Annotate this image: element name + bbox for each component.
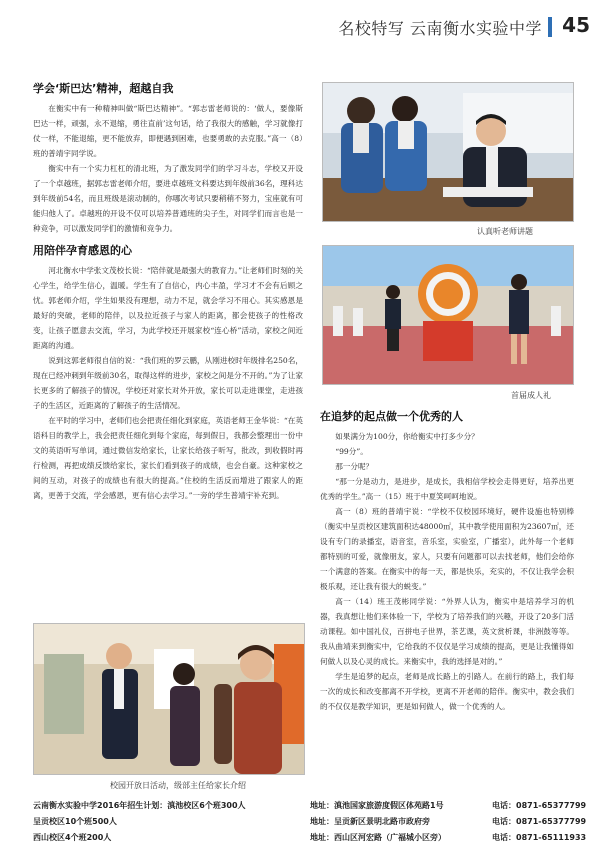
section2-paragraph: 河北衡水中学张文茂校长说：“陪伴就是最强大的教育力。”让老师们时刻的关心学生，给学生信心，温暖。学生有了自信心，内心丰盈，学习才不会有后顾之忧。郭老师介绍，学生如果没有理想，动力不足，就会学习不用心。其实感恩是最好的突破，老师的陪伴，以及拉近孩子与家人的距离，都会使孩子的性格改变，让孩子愿意去交流，学习，为此学校还开展家校“连心桥”活动，家校之间近距离的沟通。 <box>33 266 303 350</box>
section3-paragraph: 学生是追梦的起点，老师是成长路上的引路人。在前行的路上，我们每一次的成长和改变都离不开学校，更离不开老师的陪伴。衡实中，教会我们的不仅仅是教学知识，更是如何做人，做一个优秀的人。 <box>320 672 574 711</box>
footer-plan-label: 云南衡水实验中学2016年招生计划： <box>33 801 168 810</box>
right-column <box>320 410 574 714</box>
footer-address2: 地址：呈贡新区景明北路市政府旁 <box>310 817 430 826</box>
page-number: 45 <box>562 13 590 37</box>
left-column <box>33 82 303 503</box>
photo-open-day <box>33 623 305 775</box>
section3-paragraph: 高一（8）班的普靖宇说：“学校不仅校园环境好，硬件设施也特别棒（衡实中呈贡校区建筑面积达48000㎡，其中教学使用面积为23607㎡，还设有专门的录播室，语音室，音乐室，实验室，广播室），此外每一个老师都特别的可爱，就像朋友，家人，只要有问题都可以去找老师，他们会给你一个满意的答案。在衡实中的每一天，都是快乐，充实的，不仅让我学会积极乐观，还让我有很大的蜕变。” <box>320 507 574 591</box>
footer-campus2: 呈贡校区10个班500人 <box>33 817 117 826</box>
section3-paragraph: 如果满分为100分，你给衡实中打多少分？ <box>335 432 479 441</box>
section3-paragraph: 那一分呢？ <box>335 462 374 471</box>
photo-ceremony-caption: 首届成人礼 <box>511 391 551 400</box>
section3-paragraph: “99分”。 <box>335 447 368 456</box>
section2-paragraph: 在平时的学习中，老师们也会把责任细化到家庭，英语老师王金华说：“在英语科目的教学上，我会把责任细化到每个家庭，每到假日，我都会整理出一份中文的英语听写单词，通过微信发给家长，让家长给孩子听写，批改，到收假时再行检测，再把成绩反馈给家长，家长们看到孩子的成绩，也会自豪。这种家校之间的互动，对孩子的成绩也有很大的提高。”住校的生活反而增进了跟家人的距离，更善于交流，学会感恩，更有信心去学习。”一旁的学生普靖宇补充到。 <box>33 416 303 500</box>
header-accent-bar <box>548 17 552 37</box>
section1-paragraph: 衡实中有一个实力杠杠的清北班，为了激发同学们的学习斗志，学校又开设了一个卓越班，据郭志雷老师介绍，要进卓越班文科要达到年级前36名，理科达到年级前54名，而且班级是滚动制的，你哪次考试只要稍稍不努力，宝座就有可能归他人了。卓越班的开设不仅可以培养普通班的尖子生，对同学们而言也是一种竞争，可以激发同学们的激情和竞争力。 <box>33 164 303 233</box>
section2-title: 用陪伴孕育感恩的心 <box>33 244 132 257</box>
photo-open-day-caption: 校园开放日活动，级部主任给家长介绍 <box>110 781 246 790</box>
section2-paragraph: 说到这郭老师很自信的说：“我们班的罗云鹏，从刚进校时年级排名250名，现在已经冲刺到年级前30名，取得这样的进步，家校之间是分不开的。”为了让家长更多的了解孩子的情况，学校还对家长对外开放，家长可以走进课堂，走进孩子的生活区，近距离的了解孩子的生活情况。 <box>33 356 303 410</box>
footer-phone2: 电话：0871-65377799 <box>492 817 587 826</box>
footer-campus3: 西山校区4个班200人 <box>33 833 112 842</box>
section1-title: 学会‘斯巴达’精神，超越自我 <box>33 82 174 95</box>
photo-classroom <box>322 82 574 222</box>
section1-paragraph: 在衡实中有一种精神叫做“斯巴达精神”。“郭志雷老师说的：‘做人，要像斯巴达一样，顽强，永不退缩，勇往直前’这句话，给了我很大的感触，学习就像打仗一样，不能退缩，更不能放弃，即便遇到困难，也要勇敢的去克服。”高一（8）班的普靖宇同学说。 <box>33 104 303 158</box>
header-title: 名校特写 云南衡水实验中学 <box>338 19 542 38</box>
footer-phone3: 电话：0871-65111933 <box>492 833 587 842</box>
page-header <box>0 0 604 60</box>
section3-title: 在追梦的起点做一个优秀的人 <box>320 410 463 423</box>
photo-ceremony <box>322 245 574 385</box>
footer-address3: 地址：西山区河宏路（广福城小区旁） <box>310 833 446 842</box>
photo-classroom-caption: 认真听老师讲题 <box>477 227 533 236</box>
section3-paragraph: 高一（14）班王茂彬同学说：“外界人认为，衡实中是培养学习的机器，我真想让他们来体验一下，学校为了培养我们的兴趣，开设了20多门活动课程。如中国礼仪，百拼电子世界，茶艺课，英文赏析课，非洲鼓等等。我从曲靖来到衡实中，它给我的不仅仅是学习成绩的提高，更是让我懂得如何做人以及心灵的成长。来衡实中，我的选择是对的。” <box>320 597 574 666</box>
footer-address1: 地址：滇池国家旅游度假区体苑路1号 <box>310 801 444 810</box>
section3-paragraph: “那一分是动力，是进步，是成长，我相信学校会走得更好，培养出更优秀的学生。”高一（15）班于中夏笑呵呵地说。 <box>320 477 574 501</box>
footer-phone1: 电话：0871-65377799 <box>492 801 587 810</box>
footer-campus1: 滇池校区6个班300人 <box>167 801 246 810</box>
